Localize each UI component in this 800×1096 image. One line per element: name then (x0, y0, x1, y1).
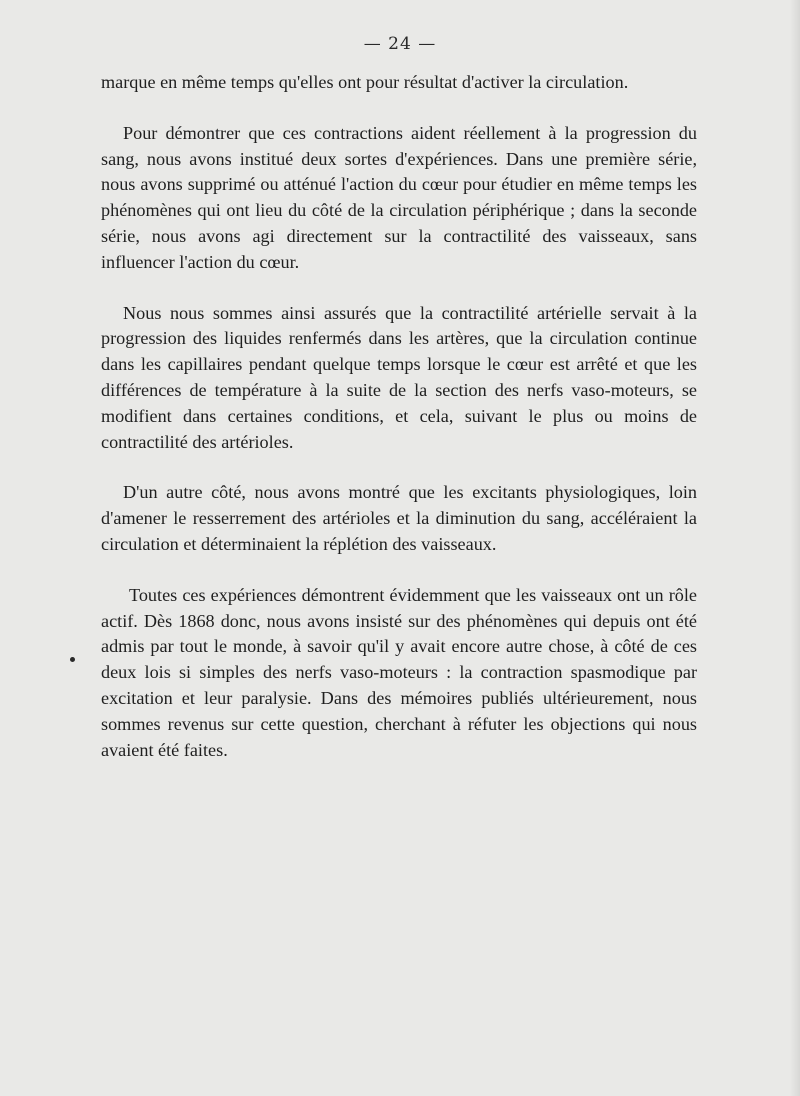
body-text (101, 70, 697, 788)
paragraph: D'un autre côté, nous avons montré que les excitants physiologiques, loin d'amener le resserrement des artérioles et la diminution du sang, accéléraient la circulation et déterminaient la réplétion des vaisseaux. (101, 482, 697, 554)
page-number: — 24 — (363, 34, 437, 54)
paragraph-continuation: marque en même temps qu'elles ont pour résultat d'activer la circulation. (101, 72, 629, 92)
paragraph: Toutes ces expériences démontrent évidemment que les vaisseaux ont un rôle actif. Dès 1868 donc, nous avons insisté sur des phénomènes qui depuis ont été admis par tout le monde, à savoir qu'il y avait encore autre chose, à côté de ces deux lois si simples des nerfs vaso-moteurs : la contraction spasmodique par excitation et leur paralysie. Dans des mémoires publiés ultérieurement, nous sommes revenus sur cette question, cherchant à réfuter les objections qui nous avaient été faites. (101, 584, 697, 760)
paragraph: Nous nous sommes ainsi assurés que la contractilité artérielle servait à la progression des liquides renfermés dans les artères, que la circulation continue dans les capillaires pendant quelque temps lorsque le cœur est arrêté et que les différences de température à la suite de la section des nerfs vaso-moteurs, se modifient dans certaines conditions, et cela, suivant le plus ou moins de contractilité des artérioles. (101, 302, 697, 452)
ink-dot (70, 657, 75, 662)
paragraph: Pour démontrer que ces contractions aident réellement à la progression du sang, nous avons institué deux sortes d'expériences. Dans une première série, nous avons supprimé ou atténué l'action du cœur pour étudier en même temps les phénomènes qui ont lieu du côté de la circulation périphérique ; dans la seconde série, nous avons agi directement sur la contractilité des vaisseaux, sans influencer l'action du cœur. (101, 122, 697, 272)
page-edge-shadow (790, 0, 800, 1096)
